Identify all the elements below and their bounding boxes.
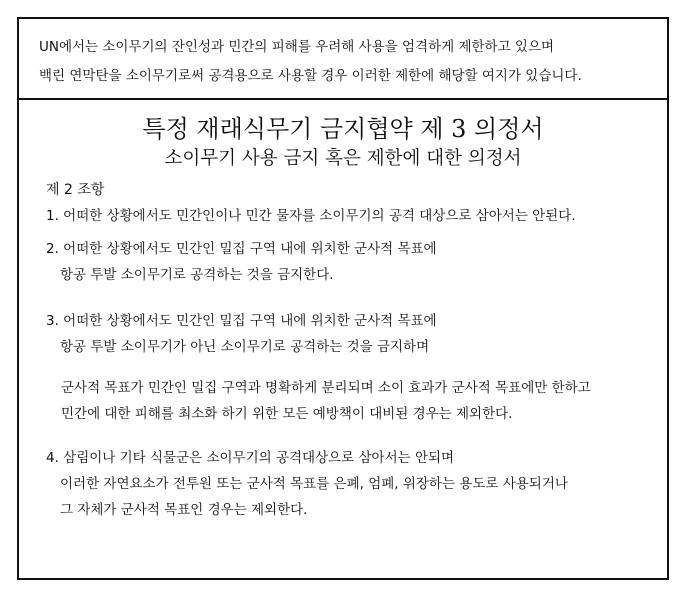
exception-line: 민간에 대한 피해를 최소화 하기 위한 모든 예방책이 대비된 경우는 제외한다. [61,406,513,422]
intro-line: 백린 연막탄을 소이무기로써 공격용으로 사용할 경우 이러한 제한에 해당할 여지가 있습니다. [39,68,582,84]
item-line: 항공 투발 소이무기로 공격하는 것을 금지한다. [60,267,334,283]
article-items-continued [19,445,667,523]
article-heading: 제 2 조항 [46,182,105,198]
item-line: 4. 삼림이나 기타 식물군은 소이무기의 공격대상으로 삼아서는 안되며 [46,450,455,466]
item-line: 이러한 자연요소가 전투원 또는 군사적 목표를 은폐, 엄폐, 위장하는 용도로 사용되거나 [60,476,568,492]
protocol-title: 특정 재래식무기 금지협약 제 3 의정서 [142,115,544,143]
item-line: 항공 투발 소이무기가 아닌 소이무기로 공격하는 것을 금지하며 [60,339,430,355]
article-item-4 [46,445,667,523]
article-item-3 [46,308,667,360]
item-line: 2. 어떠한 상황에서도 민간인 밀집 구역 내에 위치한 군사적 목표에 [46,241,437,257]
exception-line: 군사적 목표가 민간인 밀집 구역과 명확하게 분리되며 소이 효과가 군사적 목표에만 한하고 [61,380,591,396]
item-3-exception [61,375,667,427]
protocol-subtitle: 소이무기 사용 금지 혹은 제한에 대한 의정서 [164,148,522,169]
document-frame [17,17,669,580]
intro-box [19,19,667,100]
item-line: 1. 어떠한 상황에서도 민간인이나 민간 물자를 소이무기의 공격 대상으로 삼아서는 안된다. [46,208,576,224]
article-item-2 [46,236,667,288]
item-line: 3. 어떠한 상황에서도 민간인 밀집 구역 내에 위치한 군사적 목표에 [46,313,437,329]
item-line: 그 자체가 군사적 목표인 경우는 제외한다. [60,502,308,518]
intro-line: UN에서는 소이무기의 잔인성과 민간의 피해를 우려해 사용을 엄격하게 제한하고 있으며 [39,39,555,55]
article-item-1 [46,203,667,229]
article-items [19,203,667,360]
